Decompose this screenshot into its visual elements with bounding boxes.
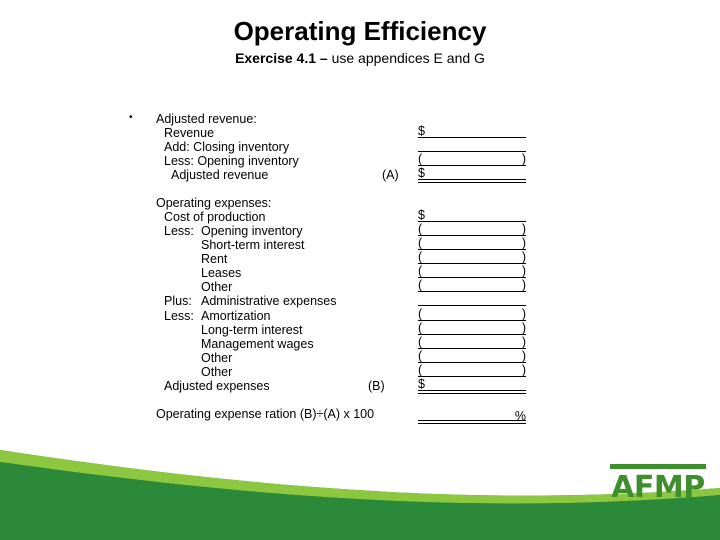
ratio-input[interactable] bbox=[418, 407, 526, 421]
close-paren: ) bbox=[521, 335, 526, 349]
cost-of-production-label: Cost of production bbox=[164, 210, 266, 224]
revenue-input[interactable] bbox=[418, 124, 526, 138]
closing-inventory-input[interactable] bbox=[418, 138, 526, 152]
open-paren: ( bbox=[418, 222, 423, 236]
expense-item: Amortization bbox=[201, 309, 271, 323]
bullet-point: • bbox=[129, 112, 133, 123]
page-subtitle bbox=[0, 50, 720, 66]
revenue-row: Less: Opening inventory bbox=[164, 154, 299, 168]
expense-input[interactable] bbox=[418, 307, 526, 321]
close-paren: ) bbox=[521, 152, 526, 166]
admin-expenses-input[interactable] bbox=[418, 292, 526, 306]
open-paren: ( bbox=[418, 152, 423, 166]
open-paren: ( bbox=[418, 236, 423, 250]
adjusted-expenses-input[interactable] bbox=[418, 377, 526, 391]
close-paren: ) bbox=[521, 250, 526, 264]
opening-inventory-input[interactable] bbox=[418, 152, 526, 166]
expense-item: Leases bbox=[201, 266, 242, 280]
expense-item: Other bbox=[201, 351, 233, 365]
plus-label: Plus: bbox=[164, 294, 192, 308]
revenue-heading: Adjusted revenue: bbox=[156, 112, 257, 126]
open-paren: ( bbox=[418, 335, 423, 349]
expense-item: Opening inventory bbox=[201, 224, 303, 238]
expense-item: Administrative expenses bbox=[201, 294, 337, 308]
page-title: Operating Efficiency bbox=[233, 16, 487, 46]
cost-of-production-input[interactable] bbox=[418, 208, 526, 222]
dollar-sign: $ bbox=[418, 124, 425, 138]
dollar-sign: $ bbox=[418, 208, 425, 222]
close-paren: ) bbox=[521, 278, 526, 292]
adjusted-revenue-input[interactable] bbox=[418, 166, 526, 180]
revenue-row: Revenue bbox=[164, 126, 215, 140]
afmp-logo bbox=[610, 464, 706, 505]
percent-sign: % bbox=[514, 409, 526, 423]
logo-bar bbox=[610, 464, 706, 469]
less-label: Less: bbox=[164, 224, 194, 238]
adjusted-expenses-label: Adjusted expenses bbox=[164, 379, 270, 393]
dollar-sign: $ bbox=[418, 166, 425, 180]
revenue-ref: (A) bbox=[382, 168, 399, 182]
expense-item: Rent bbox=[201, 252, 228, 266]
expenses-heading: Operating expenses: bbox=[156, 196, 272, 210]
open-paren: ( bbox=[418, 278, 423, 292]
expense-item: Other bbox=[201, 365, 233, 379]
expense-input[interactable] bbox=[418, 236, 526, 250]
expense-input[interactable] bbox=[418, 321, 526, 335]
close-paren: ) bbox=[521, 363, 526, 377]
expense-item: Short-term interest bbox=[201, 238, 305, 252]
close-paren: ) bbox=[521, 236, 526, 250]
close-paren: ) bbox=[521, 307, 526, 321]
expenses-ref: (B) bbox=[368, 379, 385, 393]
expense-item: Long-term interest bbox=[201, 323, 303, 337]
open-paren: ( bbox=[418, 264, 423, 278]
revenue-total-label: Adjusted revenue bbox=[171, 168, 269, 182]
close-paren: ) bbox=[521, 222, 526, 236]
open-paren: ( bbox=[418, 349, 423, 363]
revenue-row: Add: Closing inventory bbox=[164, 140, 290, 154]
logo-text: AFMP bbox=[611, 470, 705, 505]
open-paren: ( bbox=[418, 321, 423, 335]
expense-item: Management wages bbox=[201, 337, 314, 351]
open-paren: ( bbox=[418, 307, 423, 321]
close-paren: ) bbox=[521, 349, 526, 363]
exercise-note: use appendices E and G bbox=[331, 50, 485, 66]
expense-input[interactable] bbox=[418, 349, 526, 363]
less-label: Less: bbox=[164, 309, 194, 323]
close-paren: ) bbox=[521, 264, 526, 278]
close-paren: ) bbox=[521, 321, 526, 335]
expense-item: Other bbox=[201, 280, 233, 294]
open-paren: ( bbox=[418, 250, 423, 264]
open-paren: ( bbox=[418, 363, 423, 377]
expense-input[interactable] bbox=[418, 250, 526, 264]
expense-input[interactable] bbox=[418, 335, 526, 349]
expense-input[interactable] bbox=[418, 363, 526, 377]
expense-input[interactable] bbox=[418, 222, 526, 236]
expense-input[interactable] bbox=[418, 264, 526, 278]
expense-input[interactable] bbox=[418, 278, 526, 292]
dollar-sign: $ bbox=[418, 377, 425, 391]
ratio-label: Operating expense ration (B)÷(A) x 100 bbox=[156, 407, 375, 421]
exercise-label: Exercise 4.1 – bbox=[235, 50, 328, 66]
